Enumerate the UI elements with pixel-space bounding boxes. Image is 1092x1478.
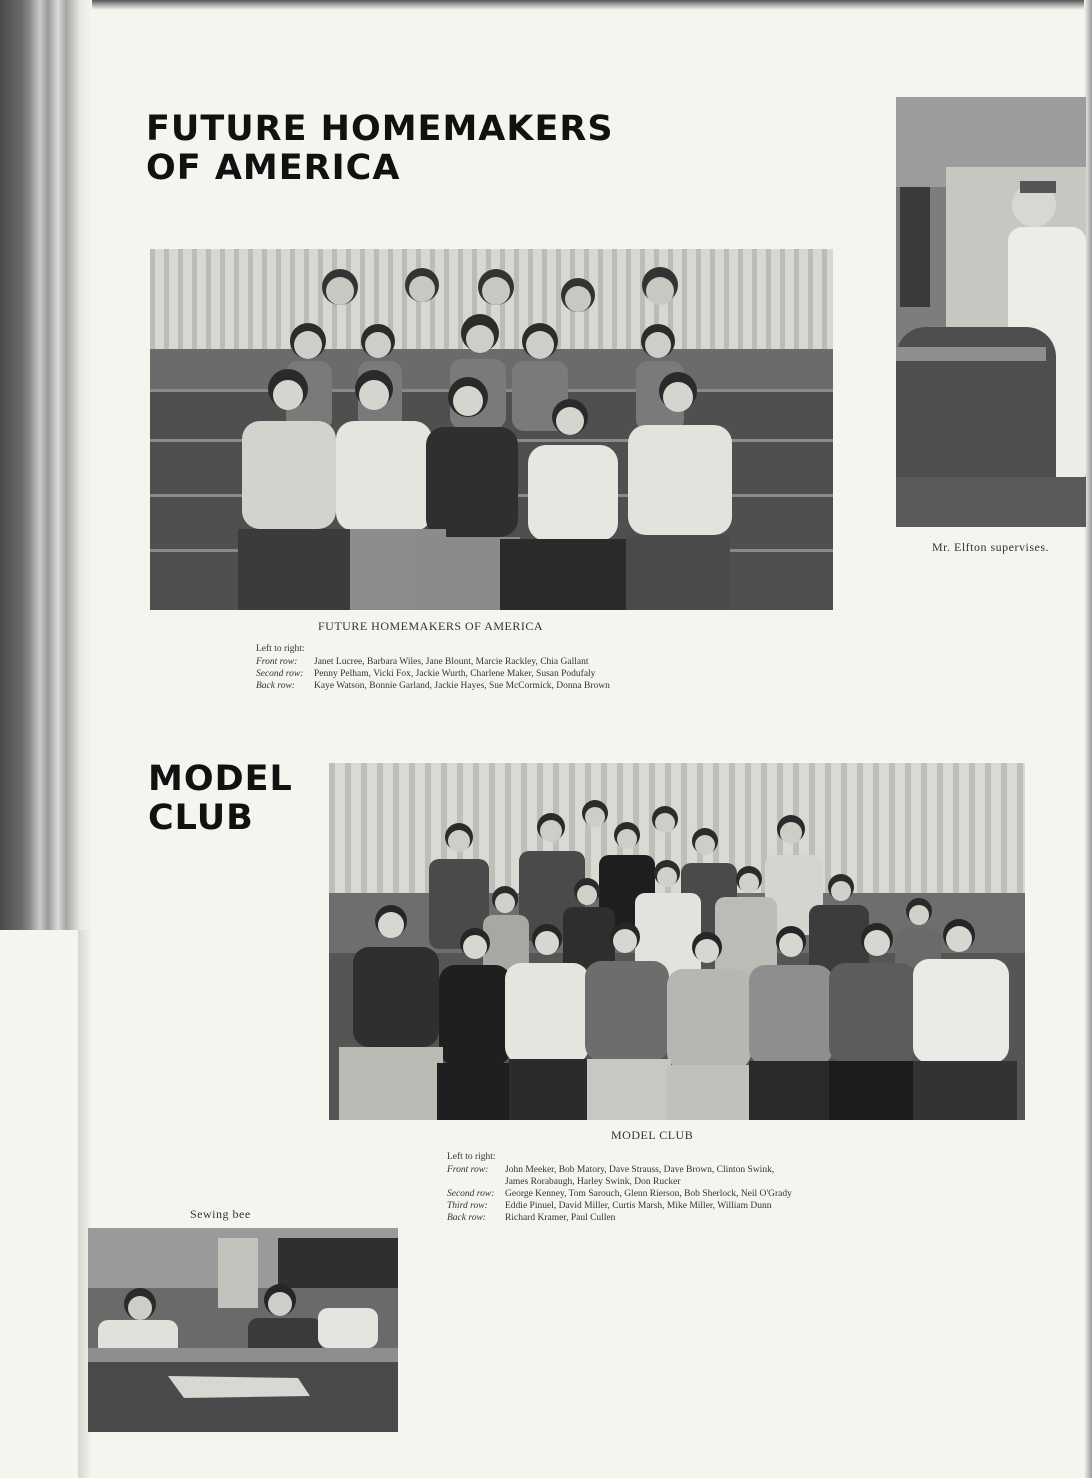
fha-photo-caption: FUTURE HOMEMAKERS OF AMERICA (318, 619, 544, 633)
fha-row-names: Kaye Watson, Bonnie Garland, Jackie Hayes, Sue McCormick, Donna Brown (314, 681, 610, 691)
model-club-names-intro: Left to right: (447, 1152, 496, 1162)
elfton-caption: Mr. Elfton supervises. (932, 540, 1049, 554)
fha-heading-line1: FUTURE HOMEMAKERS (146, 109, 614, 149)
model-club-row-label: Front row: (447, 1165, 489, 1175)
model-club-row-label: Second row: (447, 1189, 495, 1199)
sewing-bee-caption: Sewing bee (190, 1207, 251, 1221)
fha-row (256, 680, 776, 692)
fha-names-intro: Left to right: (256, 644, 305, 654)
model-club-row-names: George Kenney, Tom Sarouch, Glenn Rierson, Bob Sherlock, Neil O'Grady (505, 1189, 792, 1199)
fha-row (256, 668, 776, 680)
model-club-heading-line2: CLUB (148, 797, 254, 838)
model-club-row-names: Richard Kramer, Paul Cullen (505, 1213, 616, 1223)
sewing-bee-photo (88, 1228, 398, 1432)
fha-names-list (256, 643, 776, 692)
fha-heading (146, 110, 614, 187)
elfton-photo (896, 97, 1086, 527)
model-club-row (447, 1212, 1027, 1224)
page-top-edge (0, 0, 1092, 10)
model-club-row-names: Eddie Pinuel, David Miller, Curtis Marsh, Mike Miller, William Dunn (505, 1201, 772, 1211)
fha-row-label: Front row: (256, 657, 298, 667)
model-club-group-photo (329, 763, 1025, 1120)
model-club-row (447, 1188, 1027, 1200)
model-club-names-list (447, 1151, 1027, 1224)
model-club-row-label: Back row: (447, 1213, 486, 1223)
fha-row-names: Janet Lucree, Barbara Wiles, Jane Blount, Marcie Rackley, Chia Gallant (314, 657, 589, 667)
model-club-row-label: Third row: (447, 1201, 488, 1211)
model-club-photo-caption: MODEL CLUB (611, 1128, 694, 1142)
fha-row-label: Back row: (256, 681, 295, 691)
model-club-row (447, 1164, 1027, 1188)
book-binding (0, 0, 92, 930)
fha-heading-line2: OF AMERICA (146, 147, 401, 188)
fha-group-photo (150, 249, 833, 610)
model-club-heading-line1: MODEL (148, 759, 293, 799)
fha-row-names: Penny Pelham, Vicki Fox, Jackie Wurth, Charlene Maker, Susan Podufaly (314, 669, 596, 679)
model-club-row-names: John Meeker, Bob Matory, Dave Strauss, Dave Brown, Clinton Swink, James Rorabaugh, Harley Swink, Don Rucker (505, 1165, 775, 1187)
fha-row-label: Second row: (256, 669, 304, 679)
model-club-row (447, 1200, 1027, 1212)
model-club-heading (148, 760, 293, 837)
fha-row (256, 656, 776, 668)
